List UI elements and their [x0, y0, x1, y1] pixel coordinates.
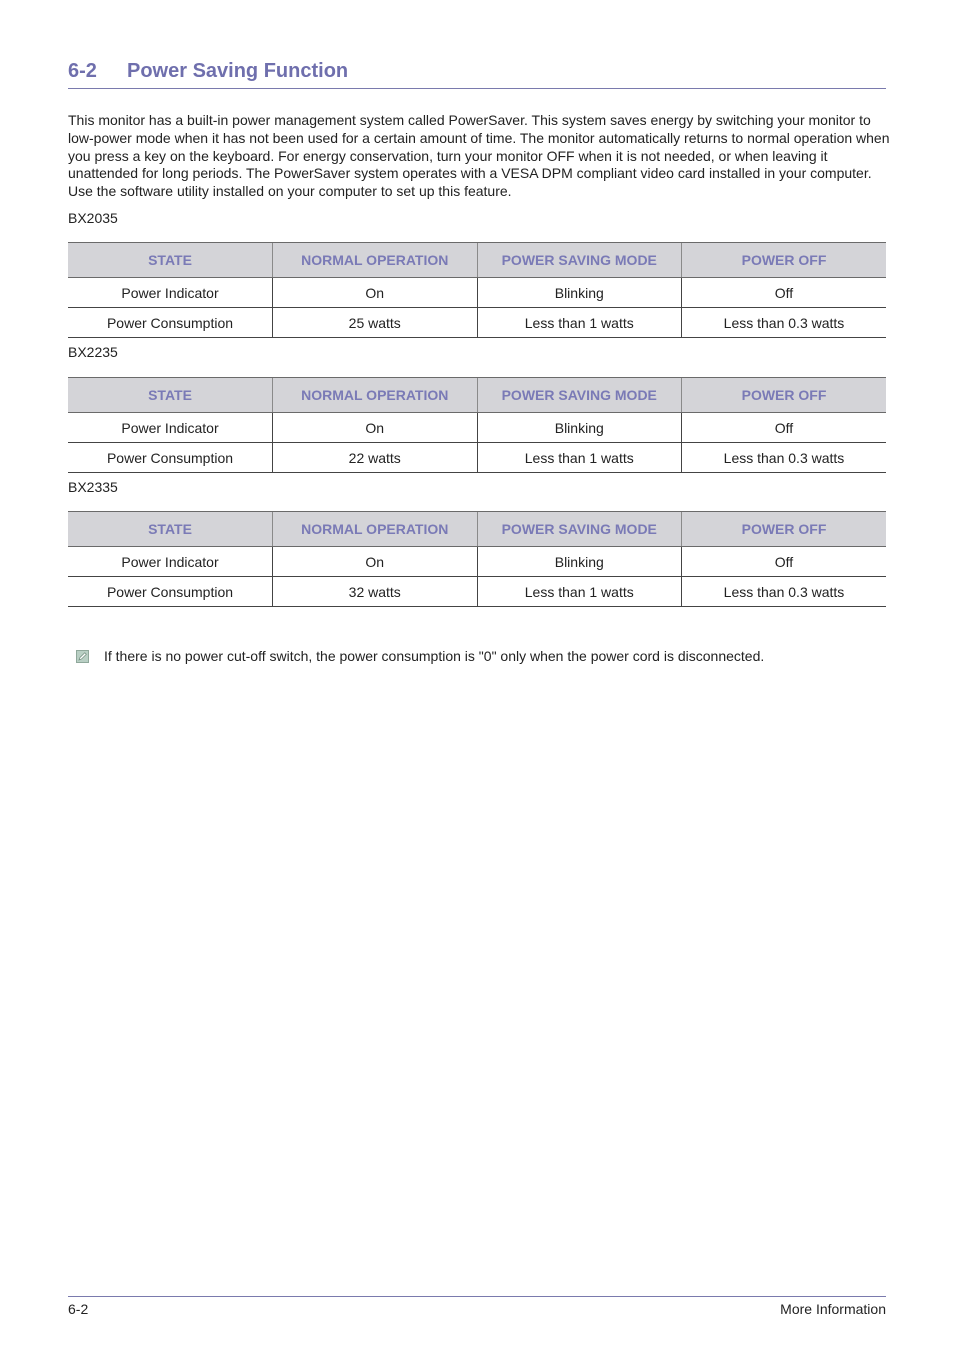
- column-header: POWER SAVING MODE: [477, 243, 682, 278]
- column-header: STATE: [68, 243, 273, 278]
- footer-chapter: More Information: [780, 1301, 886, 1317]
- table-cell: Power Consumption: [68, 308, 273, 338]
- model-label: BX2035: [68, 210, 118, 226]
- table-cell: Less than 1 watts: [477, 443, 682, 473]
- note-text: If there is no power cut-off switch, the power consumption is "0" only when the power cord is disconnected.: [104, 648, 765, 664]
- table-row: [68, 413, 886, 443]
- table-cell: 25 watts: [273, 308, 478, 338]
- table-cell: Power Indicator: [68, 413, 273, 443]
- table-cell: Less than 1 watts: [477, 308, 682, 338]
- table-cell: Off: [682, 413, 887, 443]
- note-icon: [76, 650, 89, 663]
- table-cell: Blinking: [477, 278, 682, 308]
- column-header: POWER OFF: [682, 378, 887, 413]
- table-header-row: [68, 243, 886, 278]
- table-cell: Less than 1 watts: [477, 577, 682, 607]
- table-header-row: [68, 512, 886, 547]
- table-cell: Off: [682, 547, 887, 577]
- column-header: STATE: [68, 512, 273, 547]
- model-label: BX2335: [68, 479, 118, 495]
- page-title: [68, 60, 886, 89]
- table-cell: Off: [682, 278, 887, 308]
- table-row: [68, 278, 886, 308]
- table-cell: Blinking: [477, 547, 682, 577]
- column-header: POWER SAVING MODE: [477, 378, 682, 413]
- table-row: [68, 308, 886, 338]
- power-table: [68, 377, 886, 473]
- table-cell: 32 watts: [273, 577, 478, 607]
- column-header: NORMAL OPERATION: [273, 243, 478, 278]
- table-row: [68, 443, 886, 473]
- table-cell: On: [273, 278, 478, 308]
- table-header-row: [68, 378, 886, 413]
- table-row: [68, 547, 886, 577]
- intro-paragraph: This monitor has a built-in power management system called PowerSaver. This system saves energy by switching your monitor to low-power mode when it has not been used for a certain amount of time. The monitor automatically returns to normal operation when you press a key on the keyboard. For energy conservation, turn your monitor OFF when it is not needed, or when leaving it unattended for long periods. The PowerSaver system operates with a VESA DPM compliant video card installed in your computer. Use the software utility installed on your computer to set up this feature.: [68, 112, 890, 200]
- table-cell: Less than 0.3 watts: [682, 308, 887, 338]
- note: [76, 648, 888, 666]
- column-header: STATE: [68, 378, 273, 413]
- section-title: Power Saving Function: [127, 60, 349, 82]
- table-row: [68, 577, 886, 607]
- power-table: [68, 511, 886, 607]
- column-header: NORMAL OPERATION: [273, 512, 478, 547]
- table-cell: Power Consumption: [68, 443, 273, 473]
- table-cell: On: [273, 413, 478, 443]
- column-header: POWER OFF: [682, 243, 887, 278]
- table-cell: Less than 0.3 watts: [682, 443, 887, 473]
- table-cell: Power Indicator: [68, 547, 273, 577]
- table-cell: 22 watts: [273, 443, 478, 473]
- table-cell: Power Consumption: [68, 577, 273, 607]
- section-number: 6-2: [68, 60, 97, 82]
- footer-page-number: 6-2: [68, 1301, 89, 1317]
- table-cell: Blinking: [477, 413, 682, 443]
- column-header: POWER OFF: [682, 512, 887, 547]
- table-cell: Less than 0.3 watts: [682, 577, 887, 607]
- table-cell: Power Indicator: [68, 278, 273, 308]
- power-table: [68, 242, 886, 338]
- table-cell: On: [273, 547, 478, 577]
- model-label: BX2235: [68, 344, 118, 360]
- column-header: NORMAL OPERATION: [273, 378, 478, 413]
- footer-divider: [68, 1296, 886, 1297]
- column-header: POWER SAVING MODE: [477, 512, 682, 547]
